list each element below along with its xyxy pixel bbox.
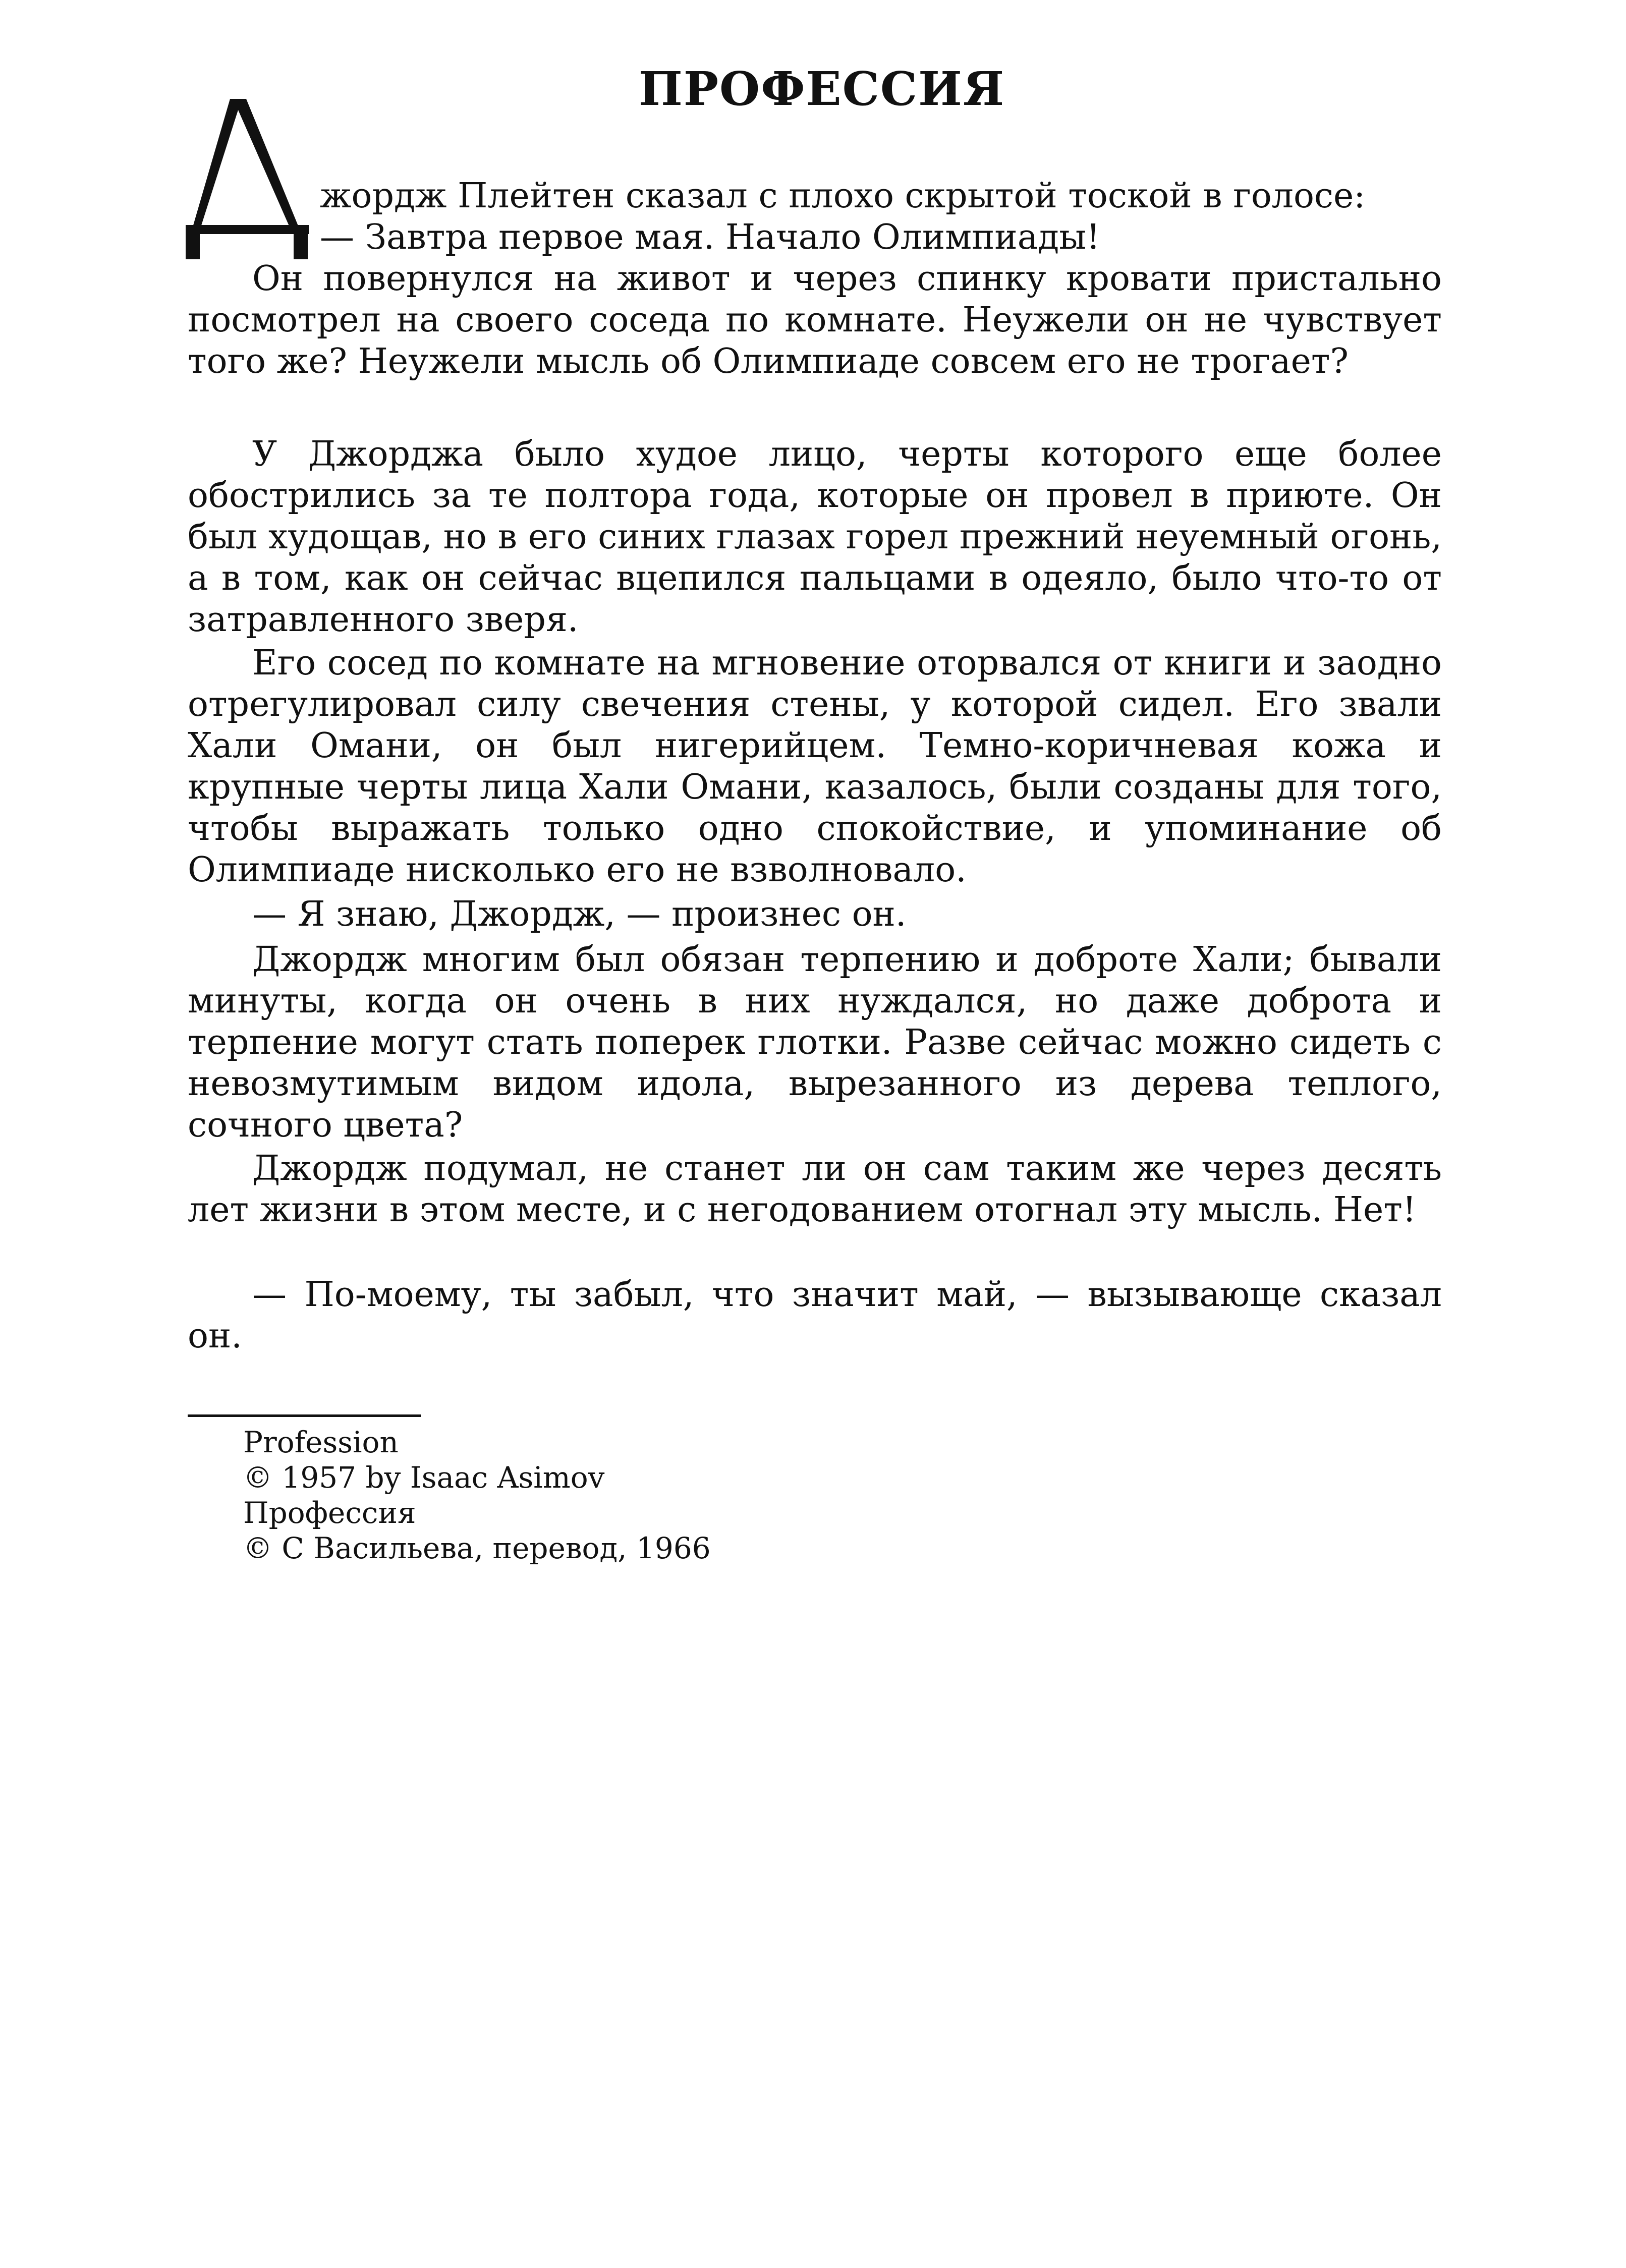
paragraph-9: — По-моему, ты забыл, что значит май, — вызывающе сказал он. — [188, 1275, 1442, 1356]
footnote-original-title: Profession — [243, 1425, 399, 1459]
paragraph-4: У Джорджа было худое лицо, черты которого еще более обострились за те полтора года, которые он провел в приюте. Он был худощав, но в его синих глазах горел прежний неуемный огонь, а в том, как он сейчас вцепился пальцами в одеяло, было что-то от затравленного зверя. — [188, 434, 1442, 640]
footnote-translation-credit: © С Васильева, перевод, 1966 — [243, 1531, 711, 1565]
footnote-translated-title: Профессия — [243, 1496, 416, 1530]
footnote-copyright: © 1957 by Isaac Asimov — [243, 1460, 605, 1495]
paragraph-6: — Я знаю, Джордж, — произнес он. — [252, 894, 907, 934]
drop-cap — [182, 95, 313, 261]
paragraph-1: жордж Плейтен сказал с плохо скрытой тоской в голосе: — [320, 176, 1366, 216]
footnote-separator — [188, 1414, 421, 1417]
paragraph-3: Он повернулся на живот и через спинку кровати пристально посмотрел на своего соседа по комнате. Неужели он не чувствует того же? Неужели мысль об Олимпиаде совсем его не трогает? — [188, 259, 1442, 381]
paragraph-7: Джордж многим был обязан терпению и доброте Хали; бывали минуты, когда он очень в них нуждался, но даже доброта и терпение могут стать поперек глотки. Разве сейчас можно сидеть с невозмутимым видом идола, вырезанного из дерева теплого, сочного цвета? — [188, 940, 1442, 1145]
paragraph-5: Его сосед по комнате на мгновение оторвался от книги и заодно отрегулировал силу свечения стены, у которой сидел. Его звали Хали Омани, он был нигерийцем. Темно-коричневая кожа и крупные черты лица Хали Омани, казалось, были созданы для того, чтобы выражать только одно спокойствие, и упоминание об Олимпиаде нисколько его не взволновало. — [188, 643, 1442, 890]
paragraph-2: — Завтра первое мая. Начало Олимпиады! — [320, 217, 1100, 257]
chapter-title: ПРОФЕССИЯ — [639, 62, 1005, 116]
paragraph-8: Джордж подумал, не станет ли он сам таким же через десять лет жизни в этом месте, и с негодованием отогнал эту мысль. Нет! — [188, 1149, 1442, 1230]
